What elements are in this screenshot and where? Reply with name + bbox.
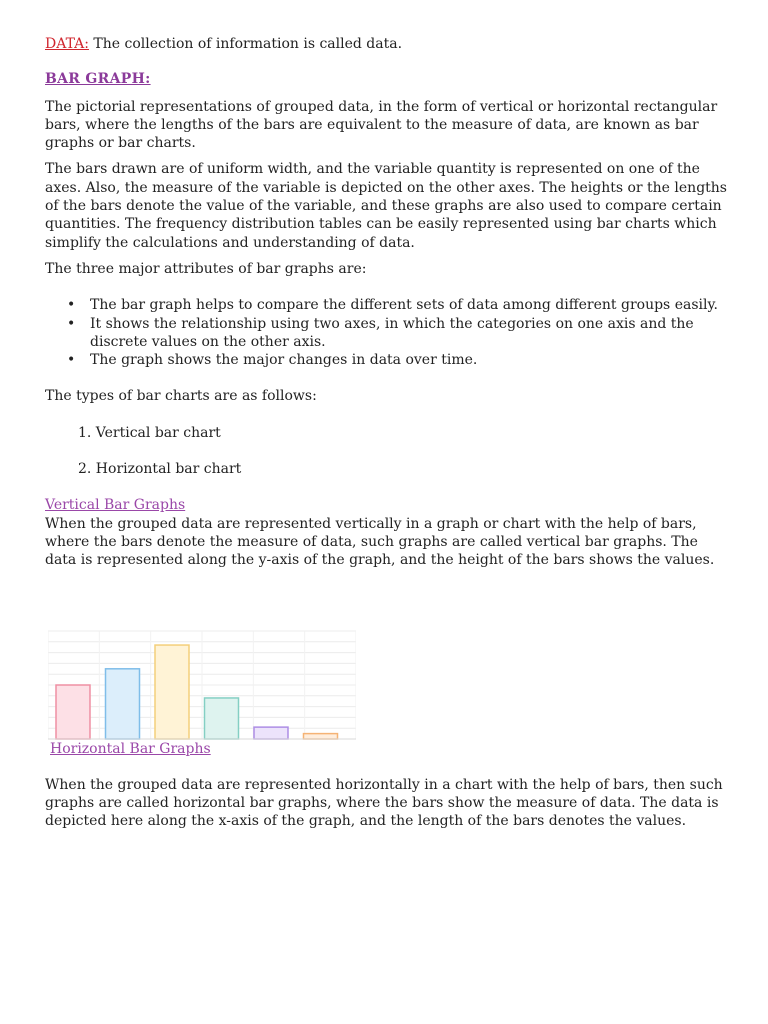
data-definition — [45, 35, 727, 53]
list-item: • The graph shows the major changes in data over time. — [90, 351, 727, 369]
chart-bar — [155, 645, 189, 739]
vertical-bar-graphs-heading: Vertical Bar Graphs — [45, 497, 186, 514]
chart-bar — [205, 698, 239, 739]
chart-bar — [254, 727, 288, 739]
list-item: 2. Horizontal bar chart — [78, 461, 242, 478]
chart-bar — [106, 669, 140, 739]
list-item: 1. Vertical bar chart — [78, 424, 221, 441]
vertical-bar-graphs-text: When the grouped data are represented vertically in a graph or chart with the help of bars, where the bars denote the measure of data, such graphs are called vertical bar graphs. The data is represented along the y-axis of the graph, and the height of the bars shows the values. — [45, 515, 715, 569]
chart-bar — [304, 734, 338, 739]
horizontal-bar-graphs-heading: Horizontal Bar Graphs — [50, 740, 211, 757]
data-term: DATA: — [45, 36, 89, 52]
types-list — [45, 424, 727, 479]
data-definition-text: The collection of information is called data. — [88, 36, 403, 52]
attributes-list — [45, 296, 727, 369]
list-item: • The bar graph helps to compare the different sets of data among different groups easily. — [90, 296, 727, 314]
attributes-intro: The three major attributes of bar graphs are: — [45, 260, 367, 277]
bar-chart-svg — [48, 629, 356, 741]
bar-graph-paragraph-1: The pictorial representations of grouped data, in the form of vertical or horizontal rectangular bars, where the lengths of the bars are equivalent to the measure of data, are known as bar graphs or bar charts. — [45, 98, 718, 152]
vertical-bar-chart — [48, 629, 356, 741]
chart-bar — [56, 685, 90, 739]
list-item: • It shows the relationship using two axes, in which the categories on one axis and the discrete values on the other axis. — [90, 315, 727, 352]
bar-graph-paragraph-2: The bars drawn are of uniform width, and the variable quantity is represented on one of the axes. Also, the measure of the variable is depicted on the other axes. The heights or the lengths of the bars denote the value of the variable, and these graphs are also used to compare certain quantities. The frequency distribution tables can be easily represented using bar charts which simplify the calculations and understanding of data. — [45, 161, 727, 251]
horizontal-bar-graphs-text: When the grouped data are represented horizontally in a chart with the help of bars, then such graphs are called horizontal bar graphs, where the bars show the measure of data. The data is depicted here along the x-axis of the graph, and the length of the bars denotes the values. — [45, 776, 723, 830]
bar-graph-heading: BAR GRAPH: — [45, 71, 151, 88]
types-intro: The types of bar charts are as follows: — [45, 388, 317, 405]
